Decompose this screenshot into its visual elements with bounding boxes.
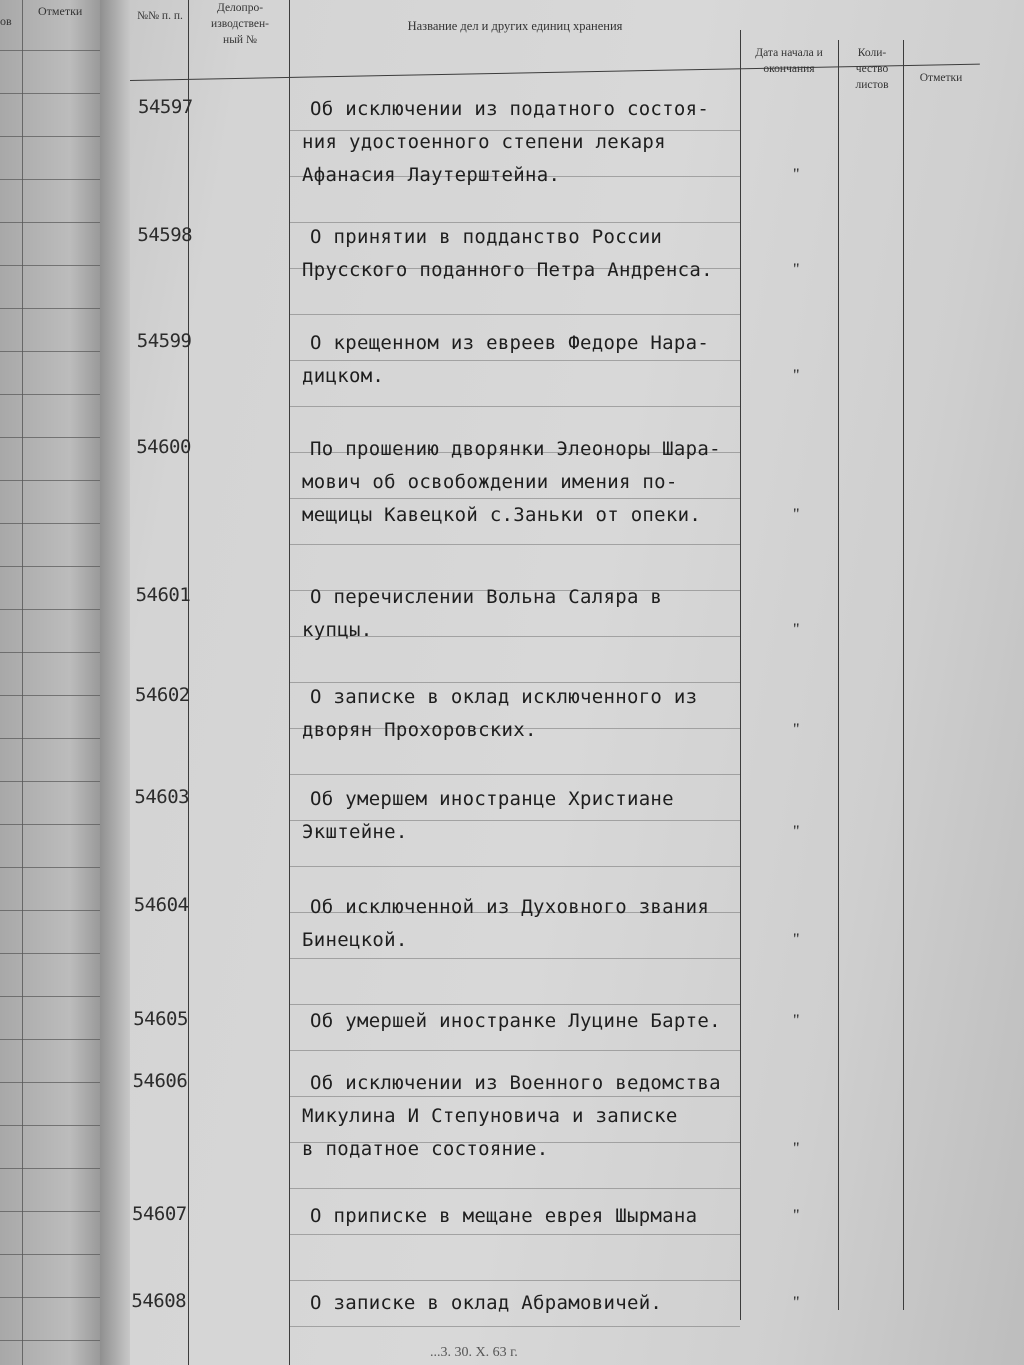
row-title-line: ния удостоенного степени лекаря <box>302 131 666 153</box>
left-page-rule <box>0 738 100 739</box>
row-dates-ditto: " <box>793 261 800 278</box>
row-number: 54603 <box>134 786 190 808</box>
row-rule <box>290 682 740 683</box>
row-rule <box>290 1326 740 1327</box>
row-number: 54600 <box>136 436 191 458</box>
row-dates-ditto: " <box>793 506 800 523</box>
row-title-line: мещицы Кавецкой с.Заньки от опеки. <box>302 504 702 526</box>
row-dates-ditto: " <box>793 823 800 840</box>
left-page-rule <box>0 136 100 137</box>
row-title-line: купцы. <box>302 619 373 641</box>
row-rule <box>290 1096 740 1097</box>
column-divider <box>838 40 839 1310</box>
row-title-line: О принятии в подданство России <box>310 226 663 248</box>
row-dates-ditto: " <box>793 1207 800 1224</box>
left-page-rule <box>0 1082 100 1083</box>
row-rule <box>290 1234 740 1235</box>
row-rule <box>290 958 740 959</box>
left-page-header: Отметки <box>38 4 83 18</box>
left-page-rule <box>0 695 100 696</box>
row-number: 54608 <box>131 1290 187 1312</box>
row-title-line: О приписке в мещане еврея Шырмана <box>310 1205 698 1227</box>
row-title-line: О записке в оклад исключенного из <box>310 686 698 708</box>
row-number: 54598 <box>137 224 193 246</box>
row-number: 54606 <box>132 1070 188 1092</box>
left-page-rule <box>0 1254 100 1255</box>
left-page-rule <box>0 1340 100 1341</box>
header-dates: Дата начала и окончания <box>755 47 823 75</box>
row-title-line: О перечислении Вольна Саляра в <box>310 586 663 608</box>
row-title-line: Микулина И Степуновича и записке <box>302 1105 678 1127</box>
row-title-line: дицком. <box>302 365 385 387</box>
row-dates-ditto: " <box>793 1294 800 1311</box>
left-page-rule <box>0 609 100 610</box>
row-rule <box>290 1280 740 1281</box>
left-page-rule <box>0 996 100 997</box>
left-page-rule <box>0 179 100 180</box>
row-dates-ditto: " <box>793 721 800 738</box>
row-number: 54597 <box>138 96 193 118</box>
row-title-line: дворян Прохоровских. <box>302 719 537 741</box>
row-dates-ditto: " <box>793 621 800 638</box>
row-title-line: О записке в оклад Абрамовичей. <box>310 1292 663 1314</box>
row-rule <box>290 866 740 867</box>
row-title-line: Бинецкой. <box>302 929 408 951</box>
row-title-line: Прусского поданного Петра Андренса. <box>302 259 713 281</box>
row-rule <box>290 498 740 499</box>
row-number: 54607 <box>132 1203 187 1225</box>
left-page-rule <box>0 308 100 309</box>
left-page-rule <box>0 1125 100 1126</box>
left-page-rule <box>0 566 100 567</box>
row-title-line: в податное состояние. <box>302 1138 549 1160</box>
header-title: Название дел и других единиц хранения <box>407 19 623 33</box>
row-rule <box>290 222 740 223</box>
row-number: 54602 <box>135 684 190 706</box>
left-page-rule <box>0 437 100 438</box>
left-page-rule <box>0 394 100 395</box>
column-divider <box>188 0 189 1365</box>
row-rule <box>290 774 740 775</box>
header-num: №№ п. п. <box>137 10 183 22</box>
row-rule <box>290 1050 740 1051</box>
row-number: 54605 <box>133 1008 188 1030</box>
row-rule <box>290 1004 740 1005</box>
row-dates-ditto: " <box>793 931 800 948</box>
left-page-rule <box>0 1297 100 1298</box>
left-page-rule <box>0 953 100 954</box>
row-title-line: Афанасия Лаутерштейна. <box>302 164 561 186</box>
row-title-line: мович об освобождении имения по- <box>302 471 678 493</box>
left-page-rule <box>0 222 100 223</box>
left-page-rule <box>0 265 100 266</box>
header-notes: Отметки <box>919 72 963 84</box>
left-page-fragment: ов <box>0 14 12 28</box>
row-dates-ditto: " <box>793 1140 800 1157</box>
row-title-line: Об исключении из Военного ведомства <box>310 1072 721 1094</box>
left-facing-page <box>0 0 102 1365</box>
row-title-line: Об умершей иностранке Луцине Барте. <box>310 1010 721 1032</box>
left-page-rule <box>0 1168 100 1169</box>
left-page-rule <box>0 480 100 481</box>
left-page-rule <box>0 781 100 782</box>
left-page-rule <box>0 523 100 524</box>
left-page-rule <box>0 93 100 94</box>
row-number: 54599 <box>136 330 192 352</box>
row-rule <box>290 1188 740 1189</box>
row-dates-ditto: " <box>793 166 800 183</box>
header-office-num: Делопро- изводствен- ный № <box>211 2 269 46</box>
left-page-rule <box>0 50 100 51</box>
row-number: 54604 <box>133 894 189 916</box>
left-page-rule <box>0 351 100 352</box>
row-title-line: Об исключении из податного состоя- <box>310 98 710 120</box>
left-page-rule <box>0 652 100 653</box>
page-footer: ...3. 30. X. 63 г. <box>430 1345 518 1360</box>
left-page-rule <box>0 1211 100 1212</box>
left-page-rule <box>0 910 100 911</box>
column-divider <box>903 40 904 1310</box>
left-page-rule <box>0 867 100 868</box>
left-page-rule <box>0 824 100 825</box>
row-rule <box>290 360 740 361</box>
book-spine <box>100 0 130 1365</box>
row-rule <box>290 406 740 407</box>
row-number: 54601 <box>135 584 191 606</box>
row-title-line: О крещенном из евреев Федоре Нара- <box>310 332 710 354</box>
row-title-line: Об умершем иностранце Христиане <box>310 788 674 810</box>
row-title-line: Экштейне. <box>302 821 408 843</box>
row-title-line: Об исключенной из Духовного звания <box>310 896 710 918</box>
row-rule <box>290 544 740 545</box>
column-divider <box>740 30 741 1320</box>
row-dates-ditto: " <box>793 367 800 384</box>
left-page-rule <box>0 1039 100 1040</box>
row-dates-ditto: " <box>793 1012 800 1029</box>
row-rule <box>290 314 740 315</box>
row-title-line: По прошению дворянки Элеоноры Шара- <box>310 438 721 460</box>
header-sheets: Коли- чество листов <box>855 47 889 91</box>
